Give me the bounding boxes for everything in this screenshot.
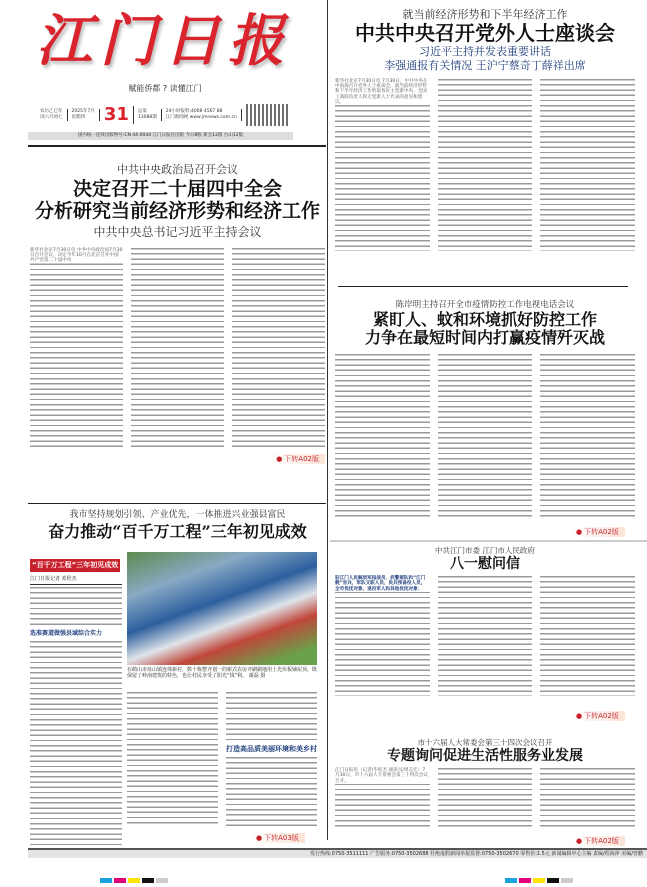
article-body-column (232, 248, 325, 448)
color-registration-marks (100, 868, 170, 887)
lunar-day: 闰六月初七 (40, 115, 63, 120)
project-left-column (30, 552, 122, 851)
continue-link[interactable]: ● 下转A02版 (570, 836, 625, 846)
continue-link[interactable]: ● 下转A02版 (570, 527, 625, 537)
article-congress (335, 738, 635, 828)
date: 2025年7月 (71, 109, 95, 114)
article-body-column (540, 354, 635, 520)
publication-strip: 国内统一连续出版物号:CN 44-0044 江门日报社出版 今日8版 新会12版 台山12版 (28, 132, 293, 140)
article-body-column (438, 576, 533, 696)
column-divider (327, 0, 328, 840)
issue-info (36, 104, 290, 126)
headline-line1: 决定召开二十届四中全会 (72, 178, 282, 200)
divider (28, 145, 326, 147)
subtitle: 习近平主持并发表重要讲话 (419, 45, 551, 58)
article-body-column (335, 768, 430, 828)
article-body-column (30, 587, 122, 627)
hotline: 24小时报料:4008 4567 88 (165, 109, 223, 114)
article-body-column (335, 79, 430, 251)
letter-salutation: 驻江门人民解放军指战员、武警部队和“江门舰”官兵，军队文职人员，民兵预备役人员，全市优抚对象、退役军人和其他优抚对象： (335, 576, 430, 592)
article-body-column (226, 757, 317, 826)
headline-line2: 力争在最短时间内打赢疫情歼灭战 (364, 328, 605, 348)
headline: 奋力推动“百千万工程”三年初见成效 (48, 522, 307, 541)
article-body-column (438, 79, 533, 251)
article-body-column (127, 692, 218, 826)
subtitle: 中共中央总书记习近平主持会议 (93, 224, 262, 239)
kicker: 市十六届人大常委会第三十四次会议召开 (417, 738, 553, 747)
weekday: 星期四 (71, 115, 85, 120)
continue-link[interactable]: ● 下转A03版 (250, 833, 305, 843)
subtitle: 李强通报有关情况 王沪宁蔡奇丁薛祥出席 (384, 59, 586, 72)
slogan: 赋能侨都 ? 读懂江门 (128, 84, 202, 93)
divider (330, 540, 647, 542)
website[interactable]: 江门新闻网 www.jmnews.com.cn (165, 115, 237, 120)
article-politburo (30, 163, 325, 464)
article-symposium (335, 8, 635, 251)
issue-label: 总第 (137, 109, 147, 114)
article-body-column (335, 576, 430, 696)
newspaper-logo: 江门日报 (36, 8, 292, 74)
headline: 中共中央召开党外人士座谈会 (355, 21, 615, 45)
article-body-column (438, 354, 533, 520)
article-lead: 新华社北京7月30日电 中共中央政治局7月30日召开会议，决定今年10月在北京召开中国共产党第二十届中央 (30, 247, 123, 264)
article-body-column (30, 248, 123, 448)
article-body-column (540, 79, 635, 251)
article-body-column (131, 248, 224, 448)
photo-credit: 谢磊 摄 (248, 673, 266, 679)
article-project (30, 510, 325, 541)
caption-text: 在鹤山市址山镇连珠新村，数十栋整齐划一的新式农房齐刷刷地用上光伏板铺屋顶，既保留了岭南建筑的特色，也让村民享受了阳光“钱”利。 (127, 667, 318, 679)
qr-code-icon (246, 104, 290, 126)
article-lead: 新华社北京7月30日电 7月30日，中共中央在中南海召开党外人士座谈会，就当前经济形势和下半年经济工作听取各民主党派中央、全国工商联负责人和无党派人士代表的意见和建议。 (335, 79, 430, 105)
kicker: 陈岸明主持召开全市疫情防控工作电视电话会议 (395, 300, 575, 310)
continue-link[interactable]: ● 下转A02版 (270, 454, 325, 464)
article-body-column (30, 641, 122, 851)
article-letter (335, 546, 635, 696)
article-body-column (438, 768, 533, 828)
issue-number: 13088期 (137, 115, 157, 120)
solar-village-photo (127, 552, 317, 665)
subheading: 打造高品质美丽环境和美乡村 (226, 745, 317, 753)
color-registration-marks (505, 868, 575, 887)
photo-caption (127, 667, 317, 679)
footer: 发行热线:0750-3511111 广告服务:0750-3502688 杜绝虚假新闻举报监督:0750-3502670 零售价:1.5元 新闻编辑中心主编 责编/程海萍 美编/曾鹏 (28, 848, 647, 858)
article-body-column (335, 354, 430, 520)
article-body-column (540, 576, 635, 696)
kicker: 我市坚持规划引领、产业优先，一体推进兴业强县富民 (69, 510, 286, 520)
article-body-column (226, 692, 317, 742)
headline-line2: 分析研究当前经济形势和经济工作 (34, 199, 320, 222)
divider (28, 503, 326, 504)
continue-link[interactable]: ● 下转A02版 (570, 711, 625, 721)
day-number: 31 (100, 106, 134, 124)
lunar-year: 农历乙巳年 (40, 109, 63, 114)
divider (338, 286, 628, 287)
kicker: 中共江门市委 江门市人民政府 (435, 546, 535, 555)
article-epidemic (335, 300, 635, 520)
subheading: 选准赛道做强县域综合实力 (30, 630, 122, 638)
kicker: 就当前经济形势和下半年经济工作 (402, 8, 568, 21)
section-tag: “百千万工程”三年初见成效 (30, 559, 120, 572)
byline: 江门日报记者 邓伦杰 (30, 576, 122, 585)
article-body-column (540, 768, 635, 828)
kicker: 中共中央政治局召开会议 (117, 163, 238, 176)
headline: 八一慰问信 (450, 556, 520, 572)
headline: 专题询问促进生活性服务业发展 (387, 748, 583, 764)
article-lead: 江门日报讯（记者/毕松杰 通讯员/周志宏）7月30日，市十六届人大常委会第三十四次会议召开。 (335, 768, 429, 784)
headline-line1: 紧盯人、蚊和环境抓好防控工作 (372, 310, 597, 329)
